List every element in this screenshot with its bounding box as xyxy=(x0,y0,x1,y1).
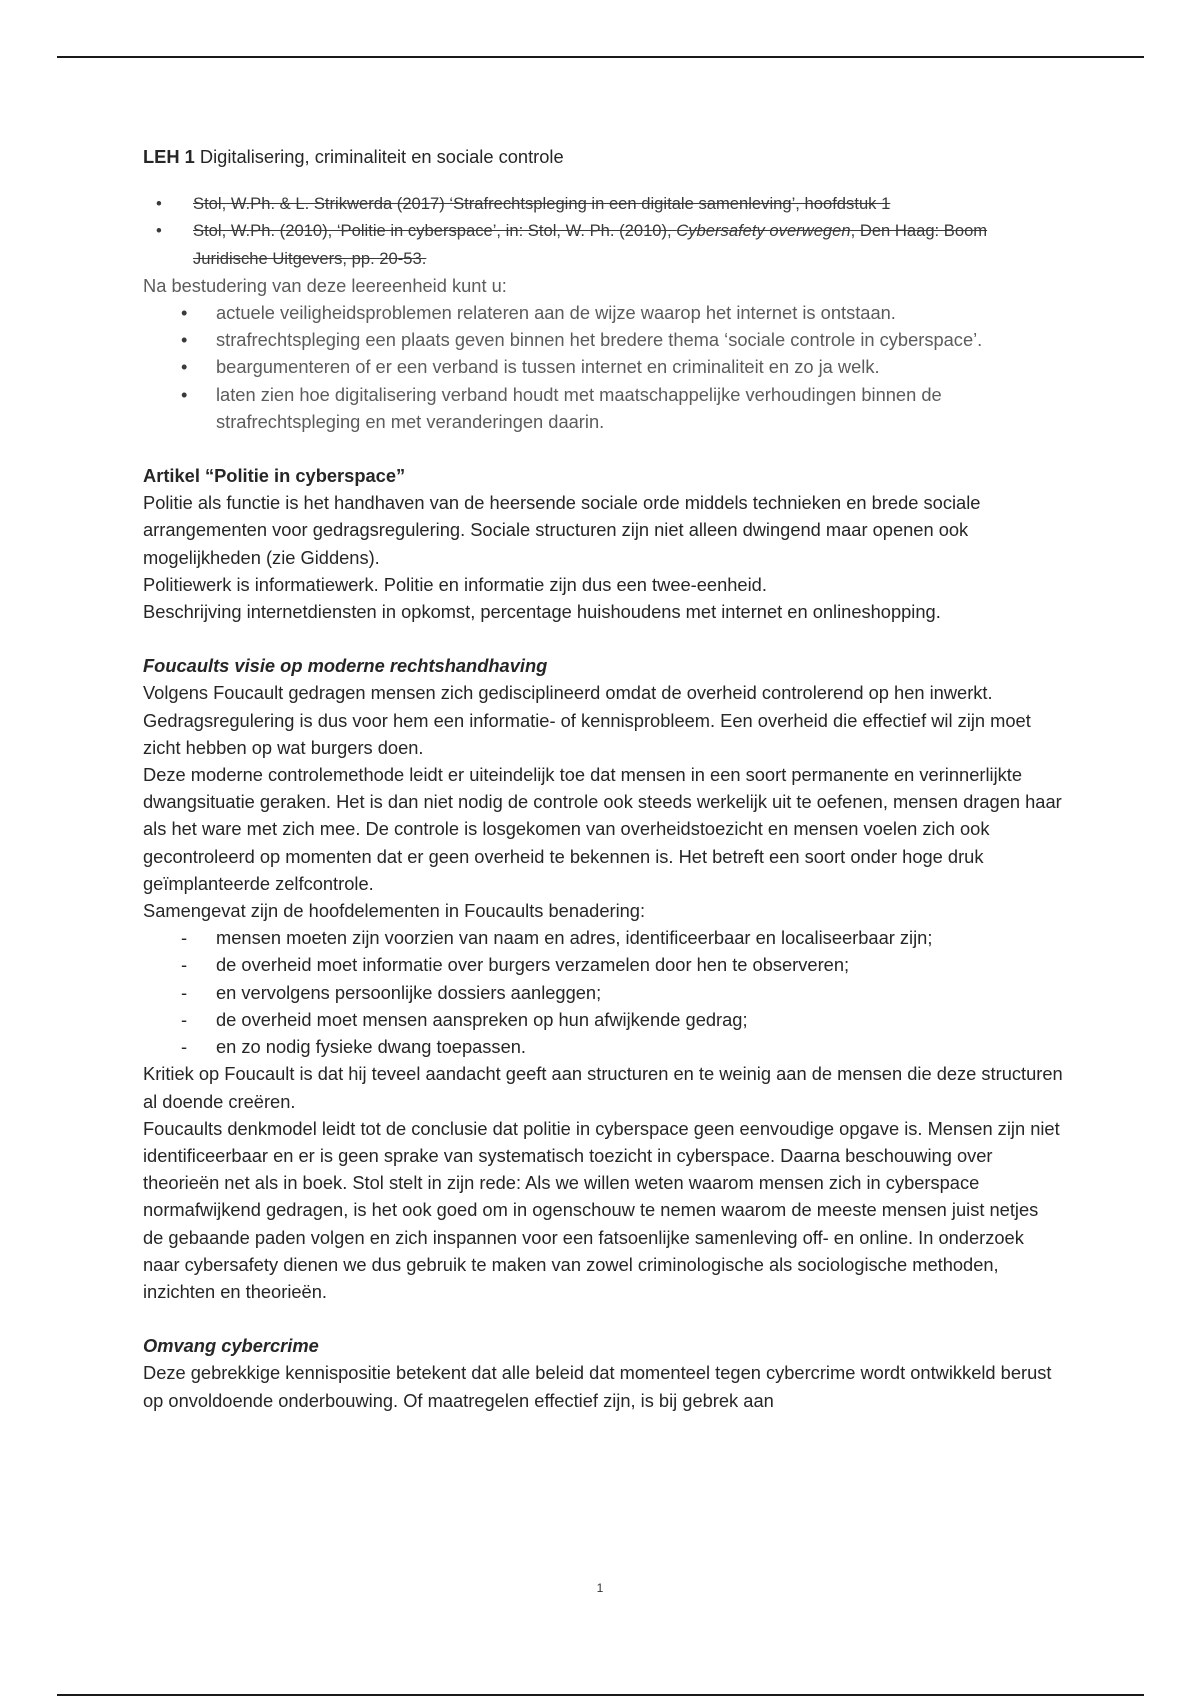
document-title xyxy=(143,143,1063,170)
paragraph: Deze gebrekkige kennispositie betekent dat alle beleid dat momenteel tegen cybercrime wordt ontwikkeld berust op onvoldoende onderbouwing. Of maatregelen effectief zijn, is bij gebrek aan xyxy=(143,1362,1052,1411)
footer-rule xyxy=(57,1694,1144,1696)
list-item: • actuele veiligheidsproblemen relateren aan de wijze waarop het internet is ontstaan. xyxy=(143,299,1063,326)
list-item: - en vervolgens persoonlijke dossiers aanleggen; xyxy=(143,979,1063,1006)
document-body xyxy=(143,143,1063,1414)
paragraph: Deze moderne controlemethode leidt er uiteindelijk toe dat mensen in een soort permanente en verinnerlijkte dwangsituatie geraken. Het is dan niet nodig de controle ook steeds werkelijk uit te oefenen, mensen dragen haar als het ware met zich mee. De controle is losgekomen van overheidstoezicht en mensen voelen zich ook gecontroleerd op momenten dat er geen overheid te bekennen is. Het betreft een soort onder hoge druk geïmplanteerde zelfcontrole. xyxy=(143,764,1062,894)
article-section xyxy=(143,462,1063,625)
cybercrime-section xyxy=(143,1332,1063,1414)
paragraph: Volgens Foucault gedragen mensen zich gedisciplineerd omdat de overheid controlerend op hen inwerkt. Gedragsregulering is dus voor hem een informatie- of kennisprobleem. Een overheid die effectief wil zijn moet zicht hebben op wat burgers doen. xyxy=(143,682,1031,758)
list-item: - de overheid moet informatie over burgers verzamelen door hen te observeren; xyxy=(143,951,1063,978)
summary-intro: Samengevat zijn de hoofdelementen in Foucaults benadering: xyxy=(143,900,646,922)
paragraph: Politie als functie is het handhaven van de heersende sociale orde middels technieken en brede sociale arrangementen voor gedragsregulering. Sociale structuren zijn niet alleen dwingend maar openen ook mogelijkheden (zie Giddens). xyxy=(143,492,981,568)
unit-title: Digitalisering, criminaliteit en sociale controle xyxy=(199,146,564,167)
summary-list xyxy=(143,924,1063,1060)
paragraph: Politiewerk is informatiewerk. Politie en informatie zijn dus een twee-eenheid. xyxy=(143,573,767,595)
list-item: - en zo nodig fysieke dwang toepassen. xyxy=(143,1033,1063,1060)
reading-list xyxy=(143,190,1063,272)
header-rule xyxy=(57,56,1144,58)
list-item: • strafrechtspleging een plaats geven binnen het bredere thema ‘sociale controle in cyberspace’. xyxy=(143,326,1063,353)
paragraph: Kritiek op Foucault is dat hij teveel aandacht geeft aan structuren en te weinig aan de mensen die deze structuren al doende creëren. xyxy=(143,1063,1063,1112)
objectives-intro: Na bestudering van deze leereenheid kunt u: xyxy=(143,274,507,296)
paragraph: Beschrijving internetdiensten in opkomst, percentage huishoudens met internet en onlineshopping. xyxy=(143,601,941,623)
paragraph: Foucaults denkmodel leidt tot de conclusie dat politie in cyberspace geen eenvoudige opgave is. Mensen zijn niet identificeerbaar en er is geen sprake van systematisch toezicht in cyberspace. Daarna beschouwing over theorieën net als in boek. Stol stelt in zijn rede: Als we willen weten waarom mensen zich in cyberspace normafwijkend gedragen, is het ook goed om in ogenschouw te nemen waarom de meeste mensen juist netjes de gebaande paden volgen en zich inspannen voor een fatsoenlijke samenleving off- en online. In onderzoek naar cybersafety dienen we dus gebruik te maken van zowel criminologische als sociologische methoden, inzichten en theorieën. xyxy=(143,1117,1060,1302)
section-heading: Foucaults visie op moderne rechtshandhaving xyxy=(143,655,548,677)
foucault-section xyxy=(143,652,1063,1305)
section-heading: Artikel “Politie in cyberspace” xyxy=(143,465,406,487)
list-item: • laten zien hoe digitalisering verband houdt met maatschappelijke verhoudingen binnen de strafrechtspleging en met veranderingen daarin. xyxy=(143,381,1063,435)
page-number: 1 xyxy=(596,1581,604,1595)
objectives-list xyxy=(143,299,1063,435)
list-item: - mensen moeten zijn voorzien van naam en adres, identificeerbaar en localiseerbaar zijn; xyxy=(143,924,1063,951)
reading-item: • Stol, W.Ph. & L. Strikwerda (2017) ‘Strafrechtspleging in een digitale samenleving’, hoofdstuk 1 xyxy=(143,190,1063,217)
list-item: • beargumenteren of er een verband is tussen internet en criminaliteit en zo ja welk. xyxy=(143,353,1063,380)
unit-code: LEH 1 xyxy=(143,146,195,167)
section-heading: Omvang cybercrime xyxy=(143,1335,319,1357)
list-item: - de overheid moet mensen aanspreken op hun afwijkende gedrag; xyxy=(143,1006,1063,1033)
reading-item: • Stol, W.Ph. (2010), ‘Politie in cyberspace’, in: Stol, W. Ph. (2010), Cybersafety overwegen, Den Haag: Boom Juridische Uitgevers, pp. 20-53. xyxy=(143,217,1063,271)
